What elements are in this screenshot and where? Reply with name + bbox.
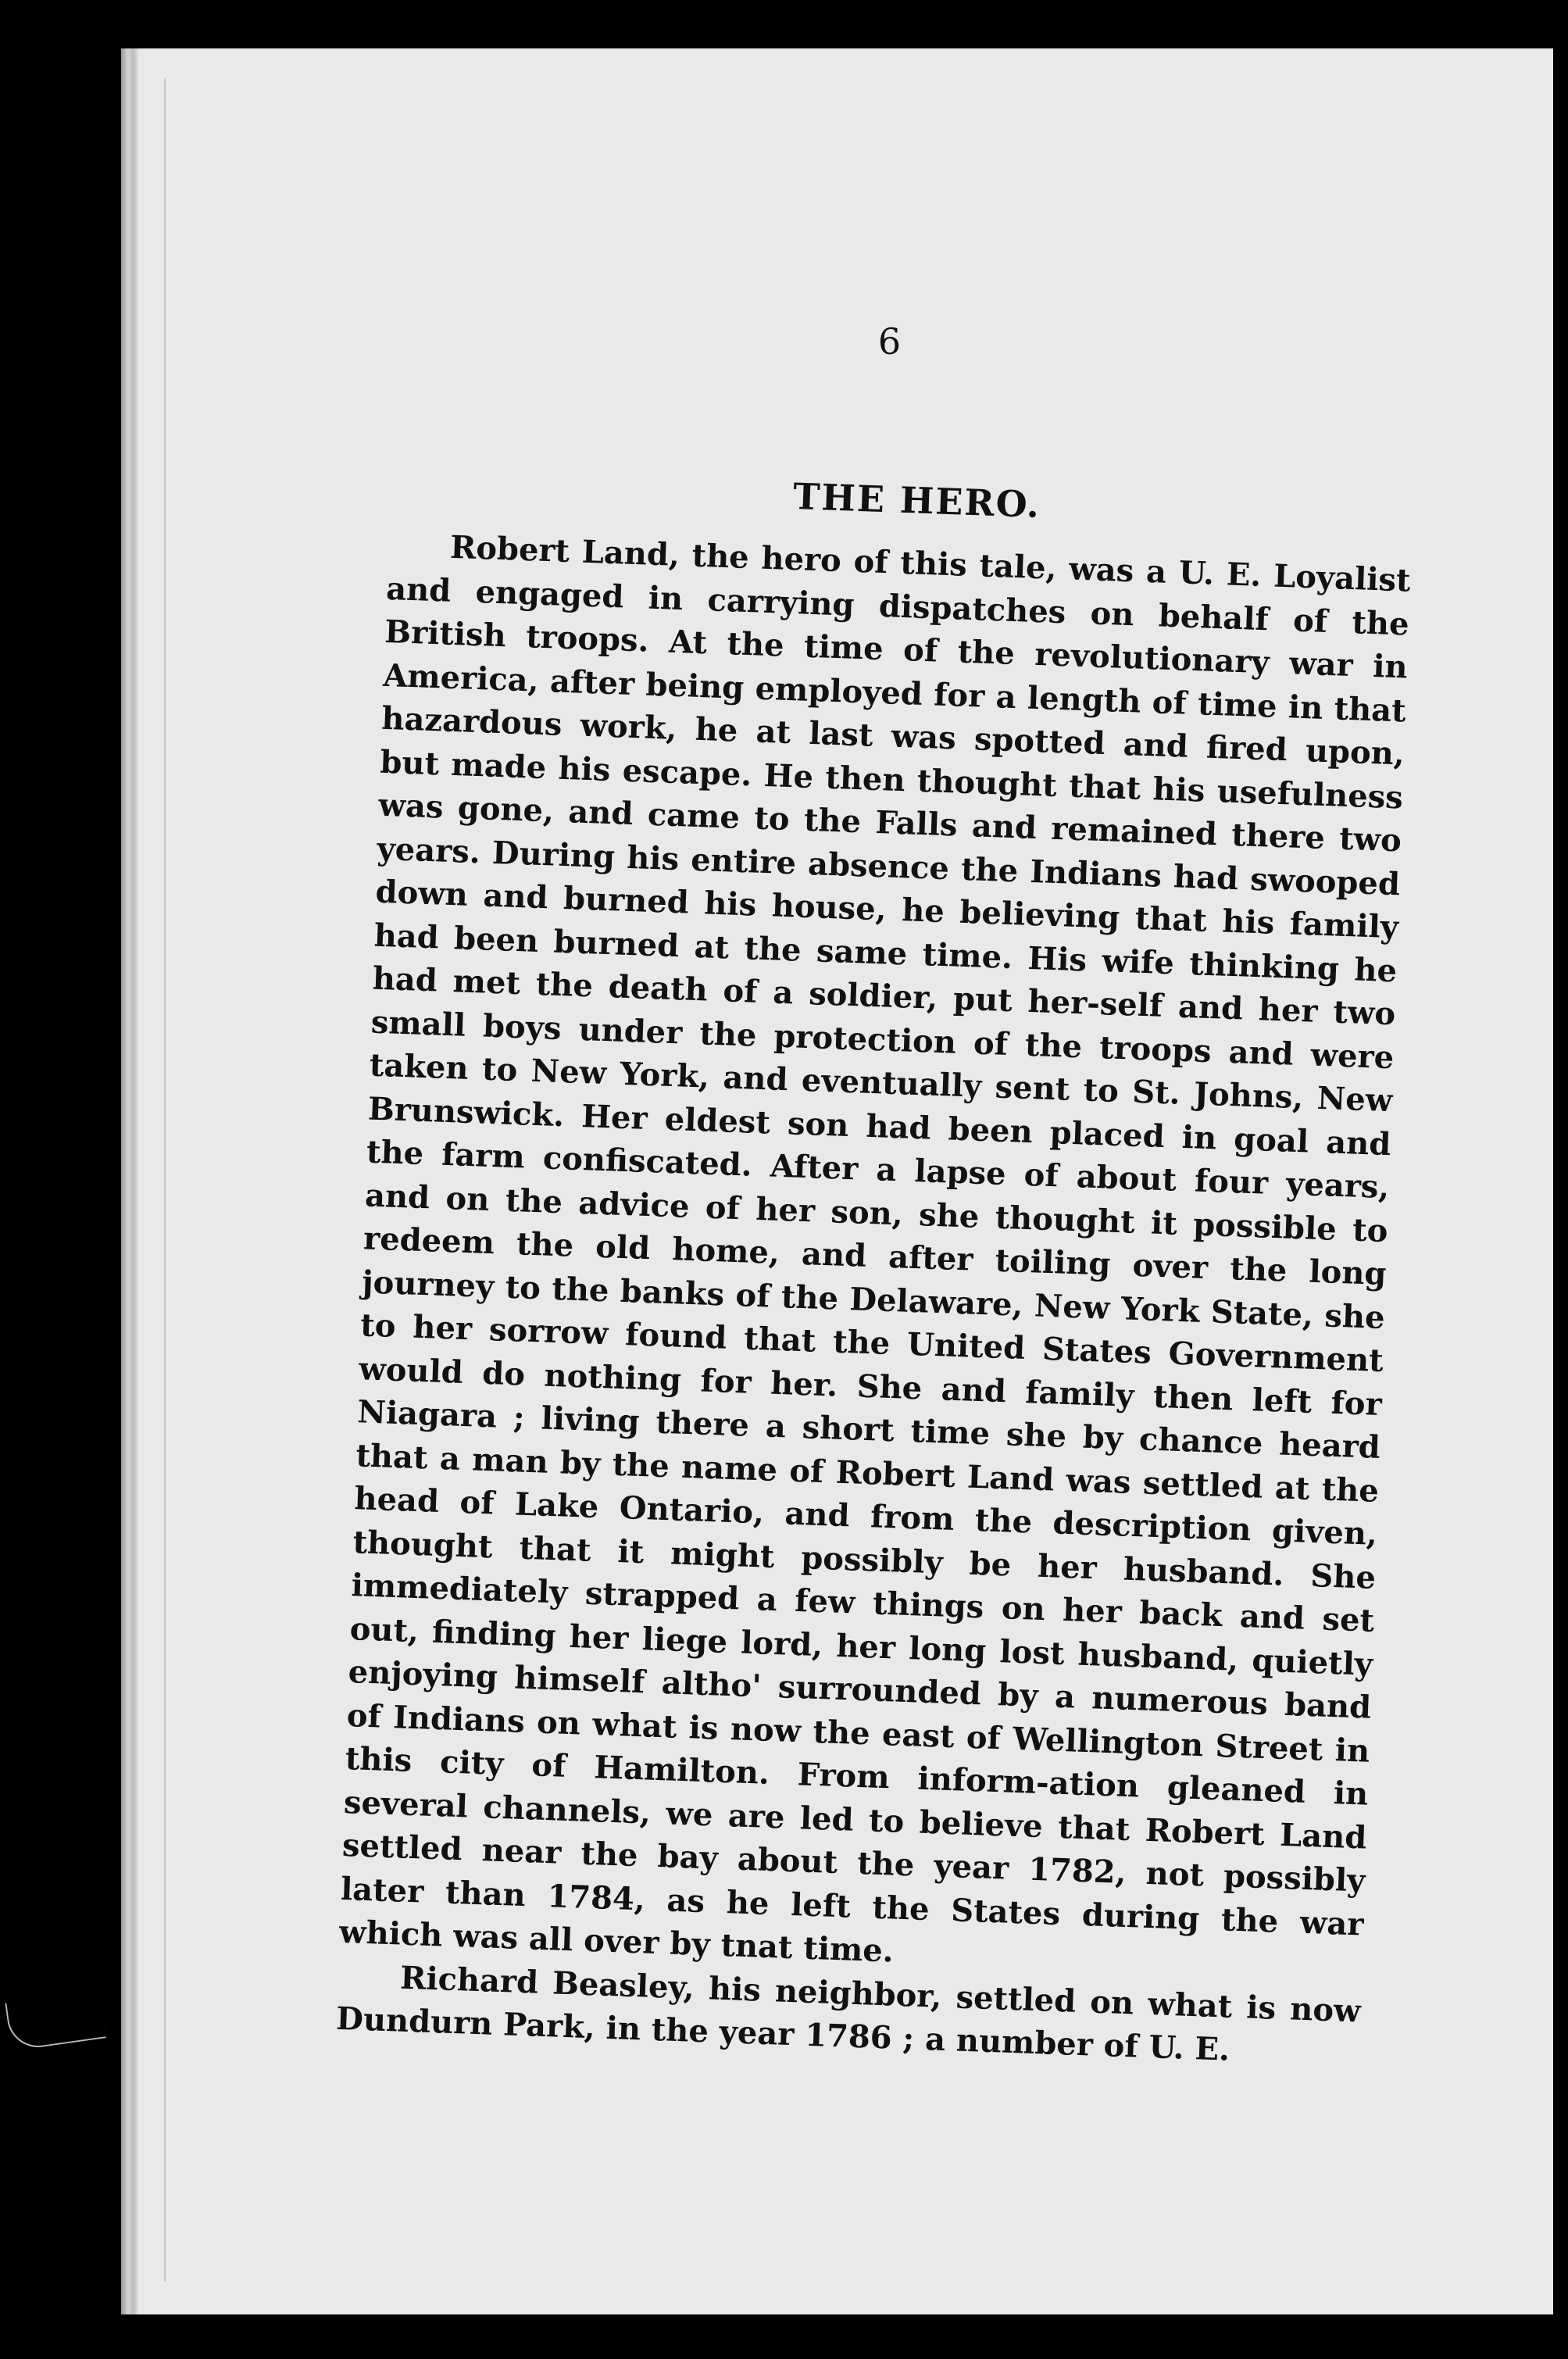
page-fold-line	[164, 78, 166, 2282]
page-number: 6	[877, 320, 902, 363]
paragraph-2: Richard Beasley, his neighbor, settled on what is now Dundurn Park, in the year 1786 ; a number of U. E.	[335, 1959, 1362, 2068]
chapter-heading: THE HERO.	[792, 475, 1041, 527]
page-text-block	[335, 461, 1413, 2076]
stray-scan-mark	[5, 1990, 105, 2051]
paragraph-1: Robert Land, the hero of this tale, was a U. E. Loyalist and engaged in carrying dispatches on behalf of the British troops. At the time of the revolutionary war in America, after being employed for a length of time in that hazardous work, he at last was spotted and fired upon, but made his escape. He then thought that his usefulness was gone, and came to the Falls and remained there two years. During his entire absence the Indians had swooped down and burned his house, he believing that his family had been burned at the same time. His wife thinking he had met the death of a soldier, put her-self and her two small boys under the protection of the troops and were taken to New York, and eventually sent to St. Johns, New Brunswick. Her eldest son had been placed in goal and the farm confiscated. After a lapse of about four years, and on the advice of her son, she thought it possible to redeem the old home, and after toiling over the long journey to the banks of the Delaware, New York State, she to her sorrow found that the United States Government would do nothing for her. She and family then left for Niagara ; living there a short time she by chance heard that a man by the name of Robert Land was settled at the head of Lake Ontario, and from the description given, thought that it might possibly be her husband. She immediately strapped a few things on her back and set out, finding her liege lord, her long lost husband, quietly enjoying himself altho' surrounded by a numerous band of Indians on what is now the east of Wellington Street in this city of Hamilton. From inform-ation gleaned in several channels, we are led to believe that Robert Land settled near the bay about the year 1782, not possibly later than 1784, as he left the States during the war which was all over by tnat time.	[338, 528, 1412, 1970]
page-gutter-edge	[121, 48, 138, 2314]
